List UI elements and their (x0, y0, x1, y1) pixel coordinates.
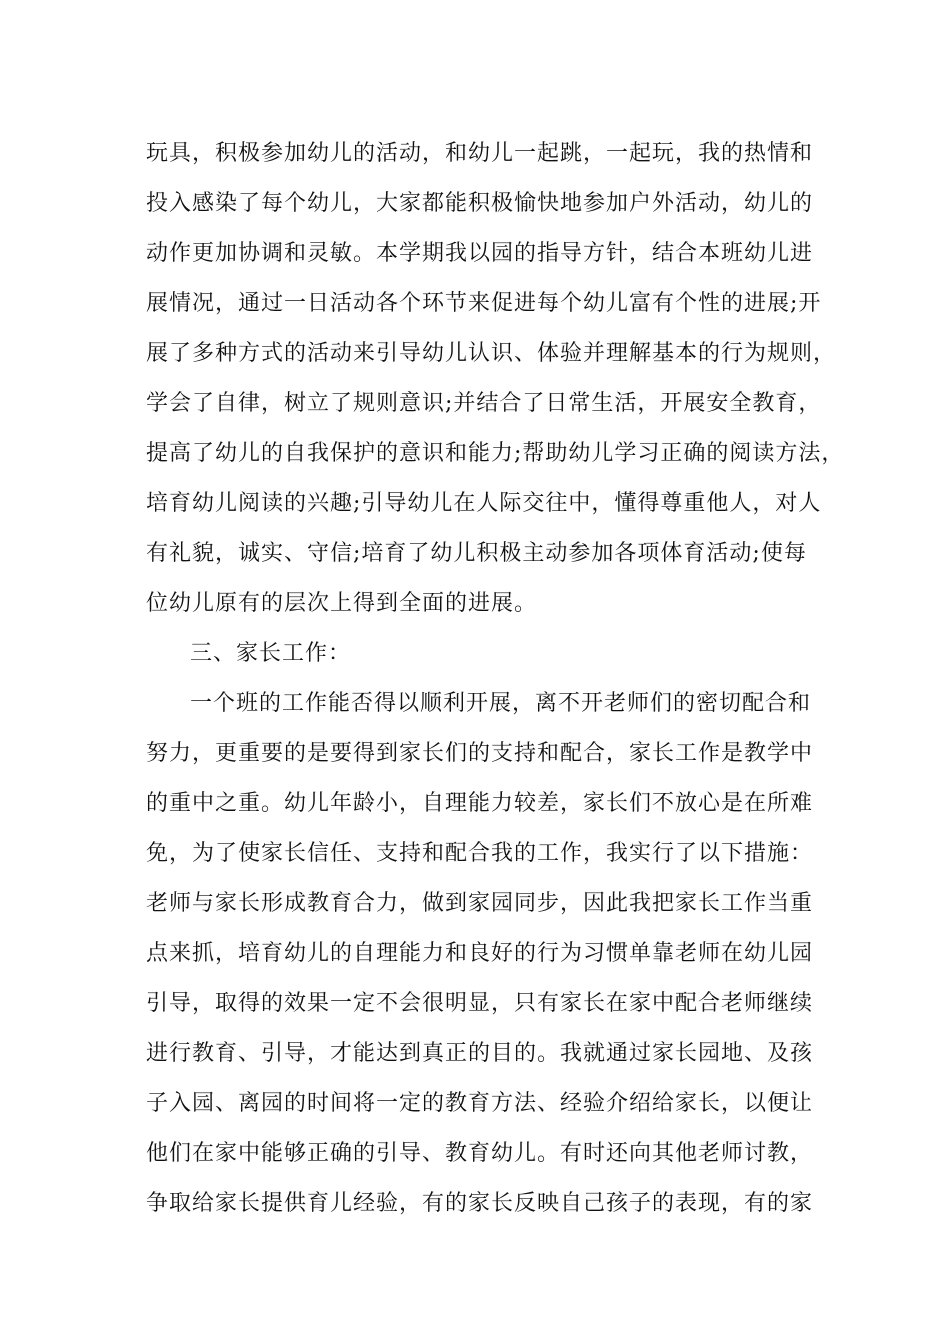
text-line: 他们在家中能够正确的引导、教育幼儿。有时还向其他老师讨教， (146, 1141, 814, 1166)
text-line: 子入园、离园的时间将一定的教育方法、经验介绍给家长，以便让 (146, 1091, 814, 1116)
text-line: 一个班的工作能否得以顺利开展，离不开老师们的密切配合和 (190, 691, 812, 716)
text-line: 点来抓，培育幼儿的自理能力和良好的行为习惯单靠老师在幼儿园 (146, 941, 814, 966)
text-line: 争取给家长提供育儿经验，有的家长反映自己孩子的表现，有的家 (146, 1191, 814, 1216)
text-line: 进行教育、引导，才能达到真正的目的。我就通过家长园地、及孩 (146, 1041, 814, 1066)
text-line: 玩具，积极参加幼儿的活动，和幼儿一起跳，一起玩，我的热情和 (146, 141, 814, 166)
text-line: 培育幼儿阅读的兴趣;引导幼儿在人际交往中，懂得尊重他人，对人 (146, 491, 822, 516)
section-heading: 三、家长工作： (190, 641, 352, 666)
text-line: 免，为了使家长信任、支持和配合我的工作，我实行了以下措施： (146, 841, 814, 866)
text-line: 动作更加协调和灵敏。本学期我以园的指导方针，结合本班幼儿进 (146, 241, 814, 266)
text-line: 有礼貌，诚实、守信;培育了幼儿积极主动参加各项体育活动;使每 (146, 541, 807, 566)
text-line: 努力，更重要的是要得到家长们的支持和配合，家长工作是教学中 (146, 741, 814, 766)
text-line: 展情况，通过一日活动各个环节来促进每个幼儿富有个性的进展;开 (146, 291, 822, 316)
text-line: 引导，取得的效果一定不会很明显，只有家长在家中配合老师继续 (146, 991, 814, 1016)
text-line: 老师与家长形成教育合力，做到家园同步，因此我把家长工作当重 (146, 891, 814, 916)
text-line: 展了多种方式的活动来引导幼儿认识、体验并理解基本的行为规则， (146, 341, 837, 366)
text-line: 提高了幼儿的自我保护的意识和能力;帮助幼儿学习正确的阅读方法， (146, 441, 845, 466)
text-line: 学会了自律，树立了规则意识;并结合了日常生活，开展安全教育， (146, 391, 822, 416)
text-line: 位幼儿原有的层次上得到全面的进展。 (146, 591, 538, 616)
text-line: 的重中之重。幼儿年龄小，自理能力较差，家长们不放心是在所难 (146, 791, 814, 816)
text-line: 投入感染了每个幼儿，大家都能积极愉快地参加户外活动，幼儿的 (146, 191, 814, 216)
